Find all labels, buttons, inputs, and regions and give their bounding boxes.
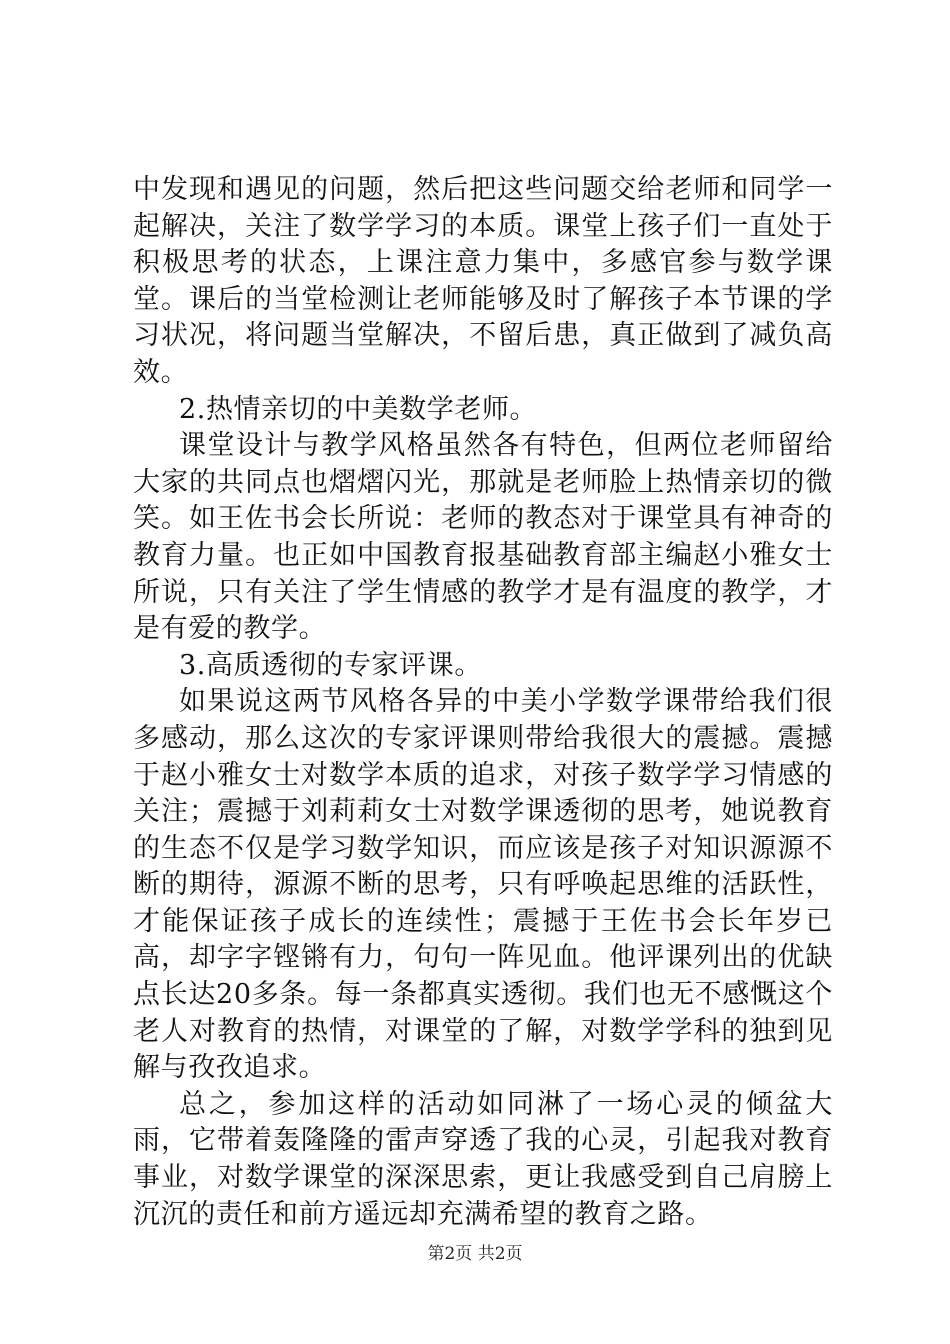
paragraph-conclusion: 总之，参加这样的活动如同淋了一场心灵的倾盆大雨，它带着轰隆隆的雷声穿透了我的心灵，引起我对教育事业，对数学课堂的深深思索，更让我感受到自己肩膀上沉沉的责任和前方遥远却充满希望的教育之路。 [133, 1088, 833, 1230]
paragraph-teachers: 课堂设计与教学风格虽然各有特色，但两位老师留给大家的共同点也熠熠闪光，那就是老师脸上热情亲切的微笑。如王佐书会长所说：老师的教态对于课堂具有神奇的教育力量。也正如中国教育报基础教育部主编赵小雅女士所说，只有关注了学生情感的教学才是有温度的教学，才是有爱的教学。 [133, 430, 833, 645]
document-body [133, 172, 833, 1233]
section-heading-expert-review: 3.高质透彻的专家评课。 [179, 649, 482, 681]
paragraph-continuation: 中发现和遇见的问题，然后把这些问题交给老师和同学一起解决，关注了数学学习的本质。课堂上孩子们一直处于积极思考的状态，上课注意力集中，多感官参与数学课堂。课后的当堂检测让老师能够及时了解孩子本节课的学习状况，将问题当堂解决，不留后患，真正做到了减负高效。 [133, 174, 833, 388]
paragraph-expert-review: 如果说这两节风格各异的中美小学数学课带给我们很多感动，那么这次的专家评课则带给我很大的震撼。震撼于赵小雅女士对数学本质的追求，对孩子数学学习情感的关注；震撼于刘莉莉女士对数学课透彻的思考，她说教育的生态不仅是学习数学知识，而应该是孩子对知识源源不断的期待，源源不断的思考，只有呼唤起思维的活跃性，才能保证孩子成长的连续性；震撼于王佐书会长年岁已高，却字字铿锵有力，句句一阵见血。他评课列出的优缺点长达20多条。每一条都真实透彻。我们也无不感慨这个老人对教育的热情，对课堂的了解，对数学学科的独到见解与孜孜追求。 [133, 686, 833, 1084]
section-heading-teachers: 2.热情亲切的中美数学老师。 [179, 393, 538, 425]
page-number-footer: 第2页 共2页 [427, 1244, 523, 1264]
